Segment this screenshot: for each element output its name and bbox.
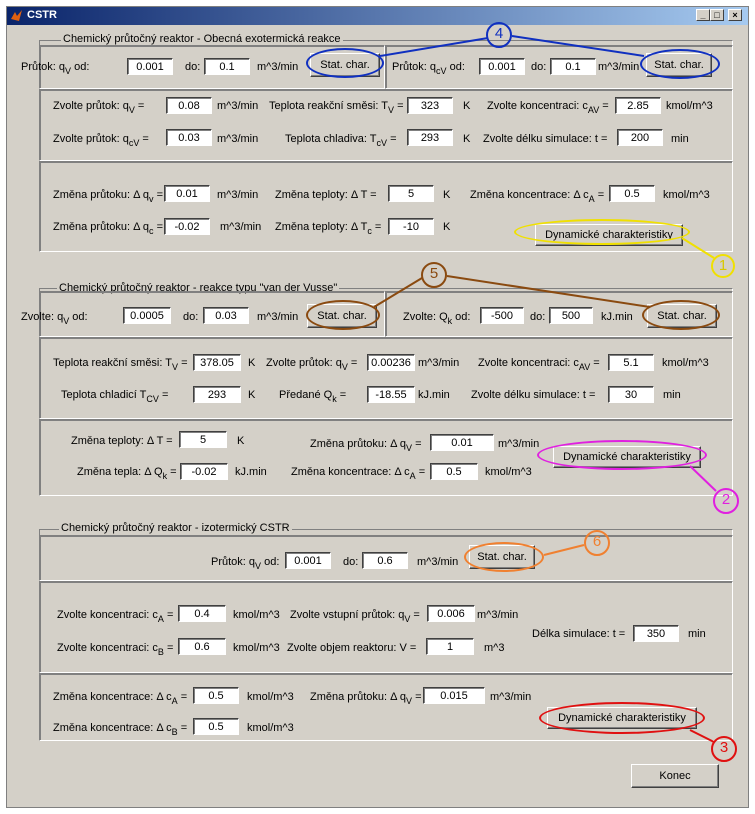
unit-dqk: kJ.min <box>235 466 267 478</box>
annotation-marker-4: 4 <box>486 22 512 48</box>
unit-qv-2: m^3/min <box>217 100 259 112</box>
label-zvolte-qk: Zvolte: $Q_k$ od: <box>403 311 471 326</box>
label-zvolte-koncentraci: Zvolte koncentraci: $c_{AV}$ = <box>487 100 609 115</box>
label-prutok-qv-3: Průtok: $q_V$ od: <box>211 556 280 571</box>
input-cb[interactable] <box>178 638 226 655</box>
unit-dqv: m^3/min <box>217 189 259 201</box>
input-qv[interactable] <box>166 97 212 114</box>
unit-k-6: K <box>248 389 256 401</box>
input-tv[interactable] <box>407 97 453 114</box>
minimize-button[interactable]: _ <box>696 9 710 21</box>
input-v[interactable] <box>426 638 474 655</box>
input-qk-od[interactable] <box>480 307 524 324</box>
input-cav-2[interactable] <box>608 354 654 371</box>
label-do-4: do: <box>530 311 546 323</box>
input-qv-od[interactable] <box>127 58 173 75</box>
input-dqc[interactable] <box>164 218 210 235</box>
label-prutok-qcv: Průtok: $q_{cV}$ od: <box>392 61 465 76</box>
unit-dqv-2: m^3/min <box>498 438 540 450</box>
label-zmena-konc-a: Změna koncentrace: Δ $c_A$ = <box>53 691 188 706</box>
label-zvolte-qv: Zvolte: $q_V$ od: <box>21 311 88 326</box>
input-dqk[interactable] <box>180 463 228 480</box>
label-zvolte-konc-a: Zvolte koncentraci: $c_A$ = <box>57 609 174 624</box>
label-teplota-chladiva: Teplota chladiva: $T_{cV}$ = <box>285 133 397 148</box>
unit-k-4: K <box>443 221 451 233</box>
input-tcv[interactable] <box>407 129 453 146</box>
label-zmena-teploty-3: Změna teploty: Δ T = <box>71 435 173 447</box>
input-qv-do-2[interactable] <box>203 307 249 324</box>
unit-qv-5: m^3/min <box>417 556 459 568</box>
annotation-ellipse-brown-2 <box>642 300 720 330</box>
input-dqv[interactable] <box>164 185 210 202</box>
stat-char-button-1[interactable]: Stat. char. <box>310 53 380 77</box>
label-zmena-prutoku-4: Změna průtoku: Δ $q_V$ = <box>310 691 422 706</box>
label-zmena-prutoku-3: Změna průtoku: Δ $q_V$ = <box>310 438 422 453</box>
input-tcv-2[interactable] <box>193 386 241 403</box>
unit-qk-2: kJ.min <box>418 389 450 401</box>
label-do-5: do: <box>343 556 359 568</box>
label-zvolte-koncentraci-2: Zvolte koncentraci: $c_{AV}$ = <box>478 357 600 372</box>
label-teplota-smesi-2: Teplota reakční směsi: $T_V$ = <box>53 357 188 372</box>
unit-k-7: K <box>237 435 245 447</box>
label-zmena-teploty-2: Změna teploty: Δ $T_c$ = <box>275 221 382 236</box>
input-qv-od-3[interactable] <box>285 552 331 569</box>
input-qv-4[interactable] <box>367 354 415 371</box>
stat-char-button-5[interactable]: Stat. char. <box>469 545 535 569</box>
input-qv-do[interactable] <box>204 58 250 75</box>
input-qk[interactable] <box>367 386 415 403</box>
input-dca-2[interactable] <box>430 463 478 480</box>
label-delka-simulace: Délka simulace: t = <box>532 628 626 640</box>
label-zmena-teploty: Změna teploty: Δ T = <box>275 189 377 201</box>
stat-char-button-2[interactable]: Stat. char. <box>646 53 712 77</box>
label-zmena-konc-b: Změna koncentrace: Δ $c_B$ = <box>53 722 188 737</box>
close-button[interactable]: × <box>728 9 742 21</box>
unit-qv: m^3/min <box>257 61 299 73</box>
input-dca-3[interactable] <box>193 687 239 704</box>
section3-legend: Chemický průtočný reaktor - izotermický CSTR <box>61 522 290 534</box>
unit-min: min <box>671 133 689 145</box>
label-zmena-prutoku-2: Změna průtoku: Δ $q_c$ = <box>53 221 163 236</box>
unit-kmol-2: kmol/m^3 <box>663 189 710 201</box>
input-dcb[interactable] <box>193 718 239 735</box>
dynamic-char-button-1[interactable]: Dynamické charakteristiky <box>535 224 683 246</box>
annotation-marker-2: 2 <box>713 488 739 514</box>
input-ca[interactable] <box>178 605 226 622</box>
unit-kmol-6: kmol/m^3 <box>233 642 280 654</box>
dynamic-char-button-3[interactable]: Dynamické charakteristiky <box>547 707 697 729</box>
input-t-2[interactable] <box>608 386 654 403</box>
title-bar <box>7 7 748 25</box>
unit-dqv-3: m^3/min <box>490 691 532 703</box>
input-dca[interactable] <box>609 185 655 202</box>
unit-kmol-5: kmol/m^3 <box>233 609 280 621</box>
unit-qk: kJ.min <box>601 311 633 323</box>
unit-qcv: m^3/min <box>598 61 640 73</box>
input-dqv-3[interactable] <box>423 687 485 704</box>
label-zmena-koncentrace: Změna koncentrace: Δ $c_A$ = <box>470 189 605 204</box>
unit-qv-6: m^3/min <box>477 609 519 621</box>
input-cav[interactable] <box>615 97 661 114</box>
unit-kmol: kmol/m^3 <box>666 100 713 112</box>
annotation-ellipse-blue-2 <box>640 49 720 79</box>
label-do-2: do: <box>531 61 547 73</box>
label-predane: Předané $Q_k$ = <box>279 389 347 404</box>
konec-button[interactable]: Konec <box>631 764 719 788</box>
dynamic-char-button-2[interactable]: Dynamické charakteristiky <box>553 446 701 468</box>
input-qcv-od[interactable] <box>479 58 525 75</box>
unit-qv-3: m^3/min <box>257 311 299 323</box>
label-zvolte-konc-b: Zvolte koncentraci: $c_B$ = <box>57 642 174 657</box>
input-qv-od-2[interactable] <box>123 307 171 324</box>
input-qcv-do[interactable] <box>550 58 596 75</box>
unit-k: K <box>463 100 471 112</box>
unit-min-3: min <box>688 628 706 640</box>
label-zvolte-prutok-2: Zvolte průtok: $q_V$ = <box>266 357 358 372</box>
label-zvolte-prutok-qv: Zvolte průtok: $q_V$ = <box>53 100 145 115</box>
unit-kmol-8: kmol/m^3 <box>247 722 294 734</box>
cstr-window <box>6 6 749 808</box>
label-zmena-prutoku: Změna průtoku: Δ $q_v$ = <box>53 189 163 204</box>
annotation-marker-6: 6 <box>584 530 610 556</box>
label-do: do: <box>185 61 201 73</box>
label-prutok-qv: Průtok: $q_V$ od: <box>21 61 90 76</box>
input-t-3[interactable] <box>633 625 679 642</box>
section2-legend: Chemický průtočný reaktor - reakce typu "van der Vusse" <box>59 282 338 294</box>
label-zvolte-prutok-qc: Zvolte průtok: $q_{cV}$ = <box>53 133 149 148</box>
annotation-marker-3: 3 <box>711 736 737 762</box>
annotation-ellipse-yellow <box>514 219 690 245</box>
section3-params <box>39 581 733 673</box>
annotation-ellipse-blue-1 <box>306 48 384 78</box>
input-dtc[interactable] <box>388 218 434 235</box>
unit-qv-4: m^3/min <box>418 357 460 369</box>
input-tv-2[interactable] <box>193 354 241 371</box>
section2-params <box>39 337 733 419</box>
input-qv-5[interactable] <box>427 605 475 622</box>
unit-k-2: K <box>463 133 471 145</box>
section1-legend: Chemický průtočný reaktor - Obecná exotermická reakce <box>63 33 341 45</box>
annotation-marker-5: 5 <box>421 262 447 288</box>
unit-qc: m^3/min <box>217 133 259 145</box>
annotation-ellipse-red <box>539 702 705 734</box>
label-zmena-tepla: Změna tepla: Δ $Q_k$ = <box>77 466 177 481</box>
stat-char-button-3[interactable]: Stat. char. <box>307 304 377 328</box>
annotation-ellipse-orange <box>464 542 544 572</box>
label-zvolte-vstupni: Zvolte vstupní průtok: $q_V$ = <box>290 609 420 624</box>
input-t[interactable] <box>617 129 663 146</box>
label-do-3: do: <box>183 311 199 323</box>
label-zmena-koncentrace-2: Změna koncentrace: Δ $c_A$ = <box>291 466 426 481</box>
input-dt[interactable] <box>388 185 434 202</box>
input-qc[interactable] <box>166 129 212 146</box>
annotation-ellipse-brown-1 <box>306 300 380 330</box>
unit-kmol-7: kmol/m^3 <box>247 691 294 703</box>
unit-kmol-4: kmol/m^3 <box>485 466 532 478</box>
label-zvolte-delku: Zvolte délku simulace: t = <box>483 133 608 145</box>
unit-m3: m^3 <box>484 642 505 654</box>
maximize-button[interactable]: □ <box>710 9 724 21</box>
matlab-icon <box>10 9 23 22</box>
label-zvolte-objem: Zvolte objem reaktoru: V = <box>287 642 417 654</box>
input-qv-do-3[interactable] <box>362 552 408 569</box>
label-teplota-smesi: Teplota reakční směsi: $T_V$ = <box>269 100 404 115</box>
annotation-ellipse-magenta <box>537 440 707 470</box>
unit-min-2: min <box>663 389 681 401</box>
unit-dqc: m^3/min <box>220 221 262 233</box>
stat-char-button-4[interactable]: Stat. char. <box>647 304 717 328</box>
window-title: CSTR <box>27 9 57 21</box>
unit-kmol-3: kmol/m^3 <box>662 357 709 369</box>
label-teplota-chladici: Teplota chladicí $T_{CV}$ = <box>61 389 169 404</box>
unit-k-3: K <box>443 189 451 201</box>
label-zvolte-delku-2: Zvolte délku simulace: t = <box>471 389 596 401</box>
unit-k-5: K <box>248 357 256 369</box>
annotation-marker-1: 1 <box>711 254 735 278</box>
input-dt-2[interactable] <box>179 431 227 448</box>
input-qk-do[interactable] <box>549 307 593 324</box>
input-dqv-2[interactable] <box>430 434 494 451</box>
